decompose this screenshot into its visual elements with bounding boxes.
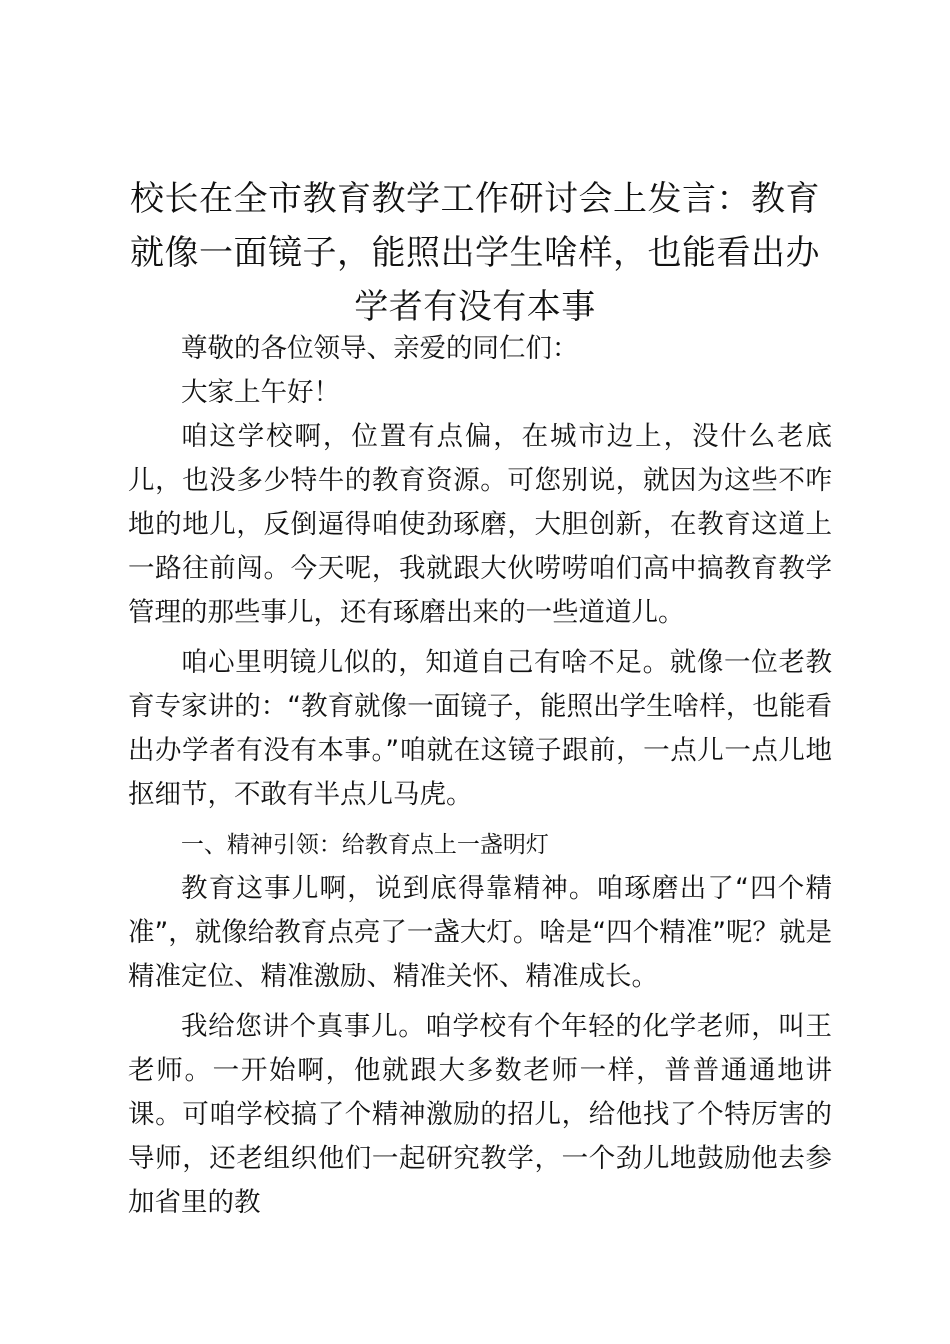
body-paragraph-2: 咱心里明镜儿似的，知道自己有啥不足。就像一位老教育专家讲的：“教育就像一面镜子，能照出学生啥样，也能看出办学者有没有本事。”咱就在这镜子跟前，一点儿一点儿地抠细节，不敢有半点儿马虎。 [128, 647, 832, 810]
section-heading: 一、精神引领：给教育点上一盏明灯 [180, 832, 549, 858]
section-paragraph-1: 教育这事儿啊，说到底得靠精神。咱琢磨出了“四个精准”，就像给教育点亮了一盏大灯。啥是“四个精准”呢？就是精准定位、精准激励、精准关怀、精准成长。 [128, 873, 832, 992]
greeting-line: 尊敬的各位领导、亲爱的同仁们： [181, 333, 579, 364]
salutation-line: 大家上午好！ [181, 377, 340, 408]
document-body [128, 327, 832, 1225]
body-paragraph-1: 咱这学校啊，位置有点偏，在城市边上，没什么老底儿，也没多少特牛的教育资源。可您别说，就因为这些不咋地的地儿，反倒逼得咱使劲琢磨，大胆创新，在教育这道上一路往前闯。今天呢，我就跟大伙唠唠咱们高中搞教育教学管理的那些事儿，还有琢磨出来的一些道道儿。 [128, 421, 832, 628]
document-title: 校长在全市教育教学工作研讨会上发言：教育就像一面镜子，能照出学生啥样，也能看出办学者有没有本事 [130, 179, 820, 327]
section-paragraph-2: 我给您讲个真事儿。咱学校有个年轻的化学老师，叫王老师。一开始啊，他就跟大多数老师一样，普普通通地讲课。可咱学校搞了个精神激励的招儿，给他找了个特厉害的导师，还老组织他们一起研究教学，一个劲儿地鼓励他去参加省里的教 [128, 1011, 832, 1218]
